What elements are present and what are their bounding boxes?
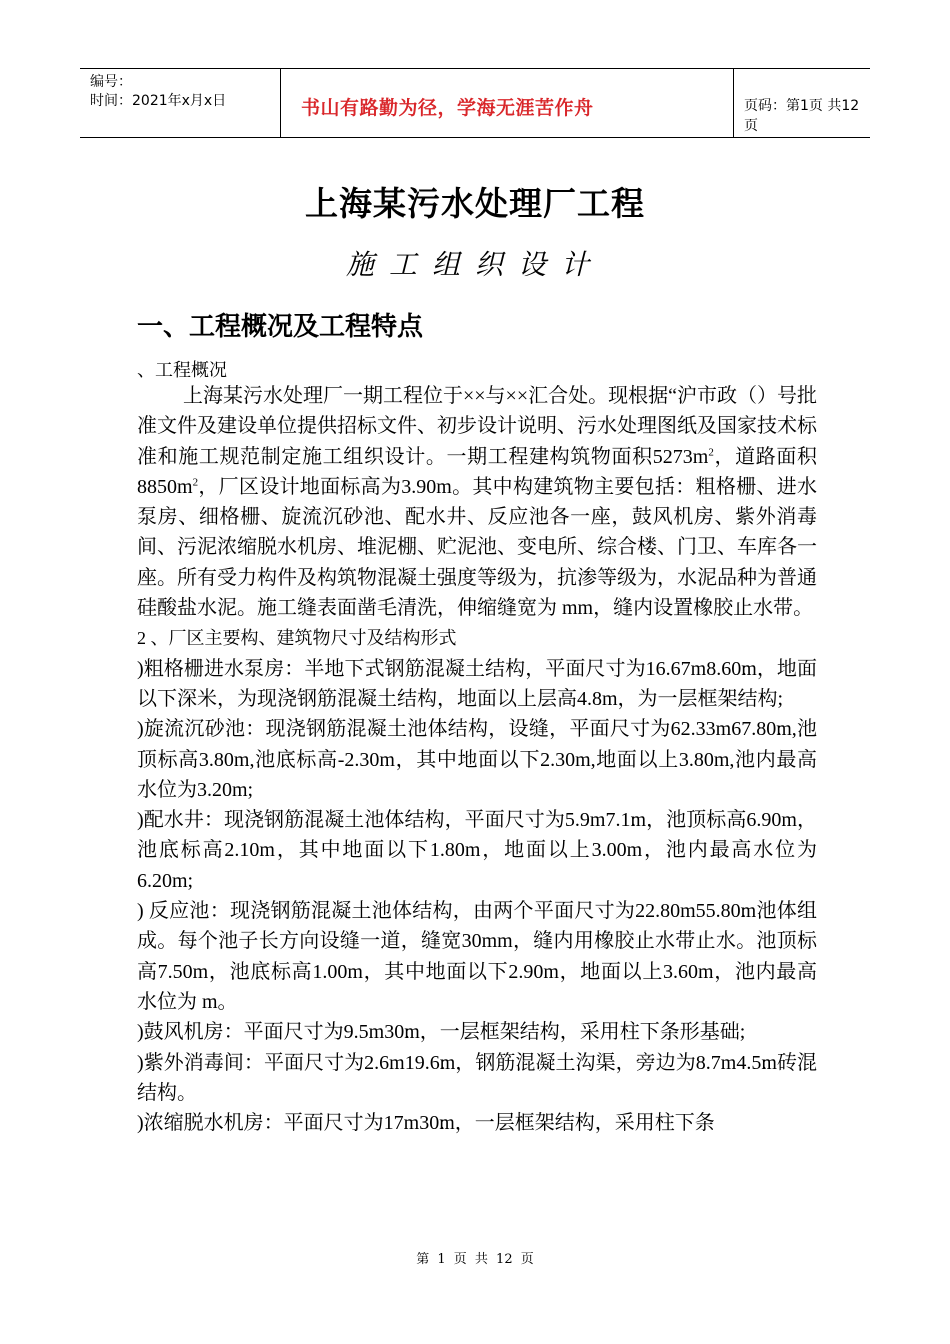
list-item: )粗格栅进水泵房：半地下式钢筋混凝土结构，平面尺寸为16.67m׃8.60m，地面以下深米，为现浇钢筋混凝土结构，地面以上层高4.8m，为一层框架结构;: [137, 657, 818, 710]
section-2-heading: 2 、厂区主要构、建筑物尺寸及结构形式: [137, 628, 457, 649]
text-run: 上海某污水处理厂一期工程位于××与××汇合处。现根据“沪市政（）号批准文件及建设单位提供招标文件、初步设计说明、污水处理图纸及国家技术标准和施工规范制定施工组织设计。一期工程建构筑物面积5273m: [137, 385, 817, 468]
list-item: )浓缩脱水机房：平面尺寸为17m׃30m，一层框架结构，采用柱下条: [137, 1112, 715, 1135]
page-footer: 第 1 页 共 12 页: [416, 1252, 534, 1267]
list-item: ) 反应池：现浇钢筋混凝土池体结构，由两个平面尺寸为22.80m׃55.80m池体组成。每个池子长方向设缝一道，缝宽30mm，缝内用橡胶止水带止水。池顶标高7.50m，池底标高1.00m，其中地面以下2.90m，地面以上3.60m，池内最高水位为 m。: [137, 900, 818, 1013]
document-subtitle: 施工组织设计: [345, 248, 604, 281]
document-title: 上海某污水处理厂工程: [305, 184, 645, 223]
number-label: 编号：: [90, 74, 132, 90]
list-item: )紫外消毒间：平面尺寸为2.6m׃19.6m，钢筋混凝土沟渠，旁边为8.7m׃4.5m砖混结构。: [137, 1051, 817, 1104]
header-table: [80, 68, 870, 138]
document-body: [137, 381, 817, 1138]
text-run: ，厂区设计地面标高为3.90m。其中构建筑物主要包括：粗格栅、进水泵房、细格栅、旋流沉砂池、配水井、反应池各一座，鼓风机房、紫外消毒间、污泥浓缩脱水机房、堆泥棚、贮泥池、变电所、综合楼、门卫、车库各一座。所有受力构件及构筑物混凝土强度等级为，抗渗等级为，水泥品种为普通硅酸盐水泥。施工缝表面凿毛清洗，伸缩缝宽为 mm，缝内设置橡胶止水带。: [137, 475, 817, 620]
superscript: 2: [192, 476, 199, 489]
superscript: 2: [708, 445, 714, 458]
section-heading: 一、工程概况及工程特点: [137, 312, 424, 342]
header-motto-cell: [280, 69, 734, 137]
list-item: )配水井：现浇钢筋混凝土池体结构，平面尺寸为5.9m׃7.1m，池顶标高6.90m，池底标高2.10m，其中地面以下1.80m，地面以上3.00m，池内最高水位为6.20m;: [137, 809, 817, 892]
list-item: )旋流沉砂池：现浇钢筋混凝土池体结构，设缝，平面尺寸为62.33m׃67.80m,池顶标高3.80m,池底标高-2.30m，其中地面以下2.30m,地面以上3.80m,池内最高水位为3.20m;: [137, 718, 818, 801]
page-code: 页码：第1页 共12页: [744, 98, 860, 134]
motto-text: 书山有路勤为径，学海无涯苦作舟: [301, 97, 594, 119]
header-info-cell: [80, 69, 280, 137]
time-label: 时间：2021年x月x日: [90, 93, 227, 109]
subsection-heading: 、工程概况: [137, 360, 227, 381]
overview-paragraph: [137, 381, 817, 623]
text-run: ，道路面积8850m: [137, 445, 818, 498]
list-item: )鼓风机房：平面尺寸为9.5m׃30m，一层框架结构，采用柱下条形基础;: [137, 1021, 746, 1044]
